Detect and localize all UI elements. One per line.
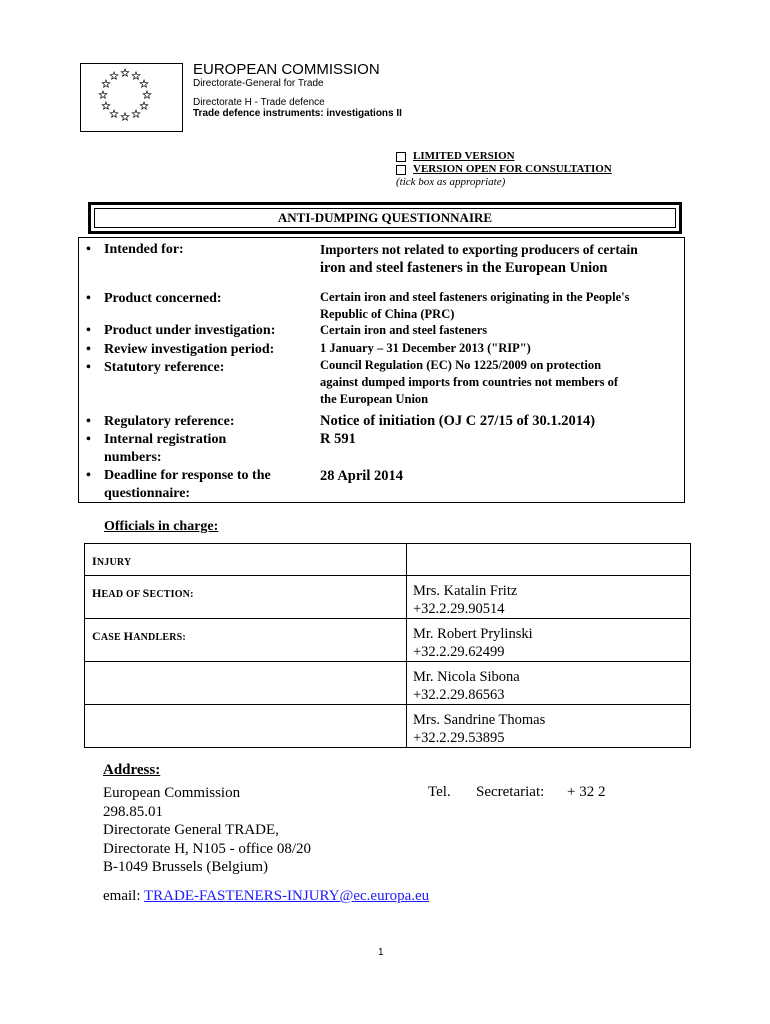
star-icon [102, 102, 110, 109]
unit-name: Trade defence instruments: investigations II [193, 108, 402, 119]
org-name: EUROPEAN COMMISSION [193, 61, 380, 78]
regulatory-reference-value: Notice of initiation (OJ C 27/15 of 30.1.2014) [320, 413, 596, 429]
star-icon [140, 80, 148, 87]
star-icon [99, 91, 107, 98]
page-number: 1 [378, 947, 384, 958]
title-frame [88, 202, 682, 234]
star-icon [132, 72, 140, 79]
star-icon [121, 69, 129, 76]
product-concerned-value: Certain iron and steel fasteners originating in the People's Republic of China (PRC) [320, 290, 630, 321]
address-heading: Address: [103, 762, 161, 778]
star-icon [121, 113, 129, 120]
table-row [85, 705, 691, 748]
intended-for-value: Importers not related to exporting producers of certain iron and steel fasteners in the European Union [320, 242, 638, 276]
official-3: Mr. Nicola Sibona +32.2.29.86563 [413, 669, 520, 703]
star-icon [110, 110, 118, 117]
case-handlers-label: CASE HANDLERS: [92, 629, 186, 643]
star-icon [143, 91, 151, 98]
table-row [85, 619, 691, 662]
document-title: ANTI-DUMPING QUESTIONNAIRE [94, 208, 676, 228]
limited-version-checkbox[interactable] [396, 152, 406, 162]
email-line: email: TRADE-FASTENERS-INJURY@ec.europa.eu [103, 888, 430, 904]
regulatory-reference-label: • Regulatory reference: [86, 414, 235, 429]
official-4: Mrs. Sandrine Thomas +32.2.29.53895 [413, 712, 546, 746]
secretariat-label: Secretariat: [476, 784, 545, 800]
table-row [85, 576, 691, 619]
internal-registration-label: • Internal registration numbers: [86, 432, 227, 465]
tel-value: + 32 2 [567, 784, 606, 800]
product-concerned-label: • Product concerned: [86, 291, 222, 306]
directorate-name: Directorate H - Trade defence [193, 97, 325, 108]
officials-heading: Officials in charge: [104, 519, 219, 534]
tel-label: Tel. [428, 784, 451, 800]
eu-stars-icon [81, 64, 182, 131]
review-period-label: • Review investigation period: [86, 342, 275, 357]
deadline-value: 28 April 2014 [320, 468, 403, 484]
email-link[interactable]: TRADE-FASTENERS-INJURY@ec.europa.eu [143, 888, 430, 904]
table-row [85, 662, 691, 705]
injury-label: INJURY [92, 554, 132, 568]
intended-for-label: • Intended for: [86, 242, 184, 257]
eu-flag-logo [80, 63, 183, 132]
table-row [85, 544, 691, 576]
star-icon [132, 110, 140, 117]
open-version-checkbox[interactable] [396, 165, 406, 175]
official-1: Mrs. Katalin Fritz +32.2.29.90514 [413, 583, 518, 617]
statutory-reference-label: • Statutory reference: [86, 360, 225, 375]
dg-name: Directorate-General for Trade [193, 78, 324, 89]
head-of-section-label: HEAD OF SECTION: [92, 586, 194, 600]
version-options [396, 150, 612, 189]
star-icon [110, 72, 118, 79]
product-under-investigation-label: • Product under investigation: [86, 323, 276, 338]
tick-box-note: (tick box as appropriate) [396, 176, 506, 188]
officials-table [84, 543, 691, 748]
deadline-label: • Deadline for response to the questionnaire: [86, 468, 271, 501]
review-period-value: 1 January – 31 December 2013 ("RIP") [320, 341, 531, 355]
product-under-investigation-value: Certain iron and steel fasteners [320, 323, 488, 337]
org-block [193, 61, 402, 119]
open-version-label: VERSION OPEN FOR CONSULTATION [413, 163, 612, 175]
star-icon [140, 102, 148, 109]
statutory-reference-value: Council Regulation (EC) No 1225/2009 on protection against dumped imports from countries not members of the European Union [320, 358, 619, 406]
limited-version-label: LIMITED VERSION [413, 150, 515, 162]
internal-registration-value: R 591 [320, 431, 356, 447]
official-2: Mr. Robert Prylinski +32.2.29.62499 [413, 626, 533, 660]
address-block: European Commission 298.85.01 Directorate General TRADE, Directorate H, N105 - office 08/20 B-1049 Brussels (Belgium) [103, 785, 311, 875]
star-icon [102, 80, 110, 87]
